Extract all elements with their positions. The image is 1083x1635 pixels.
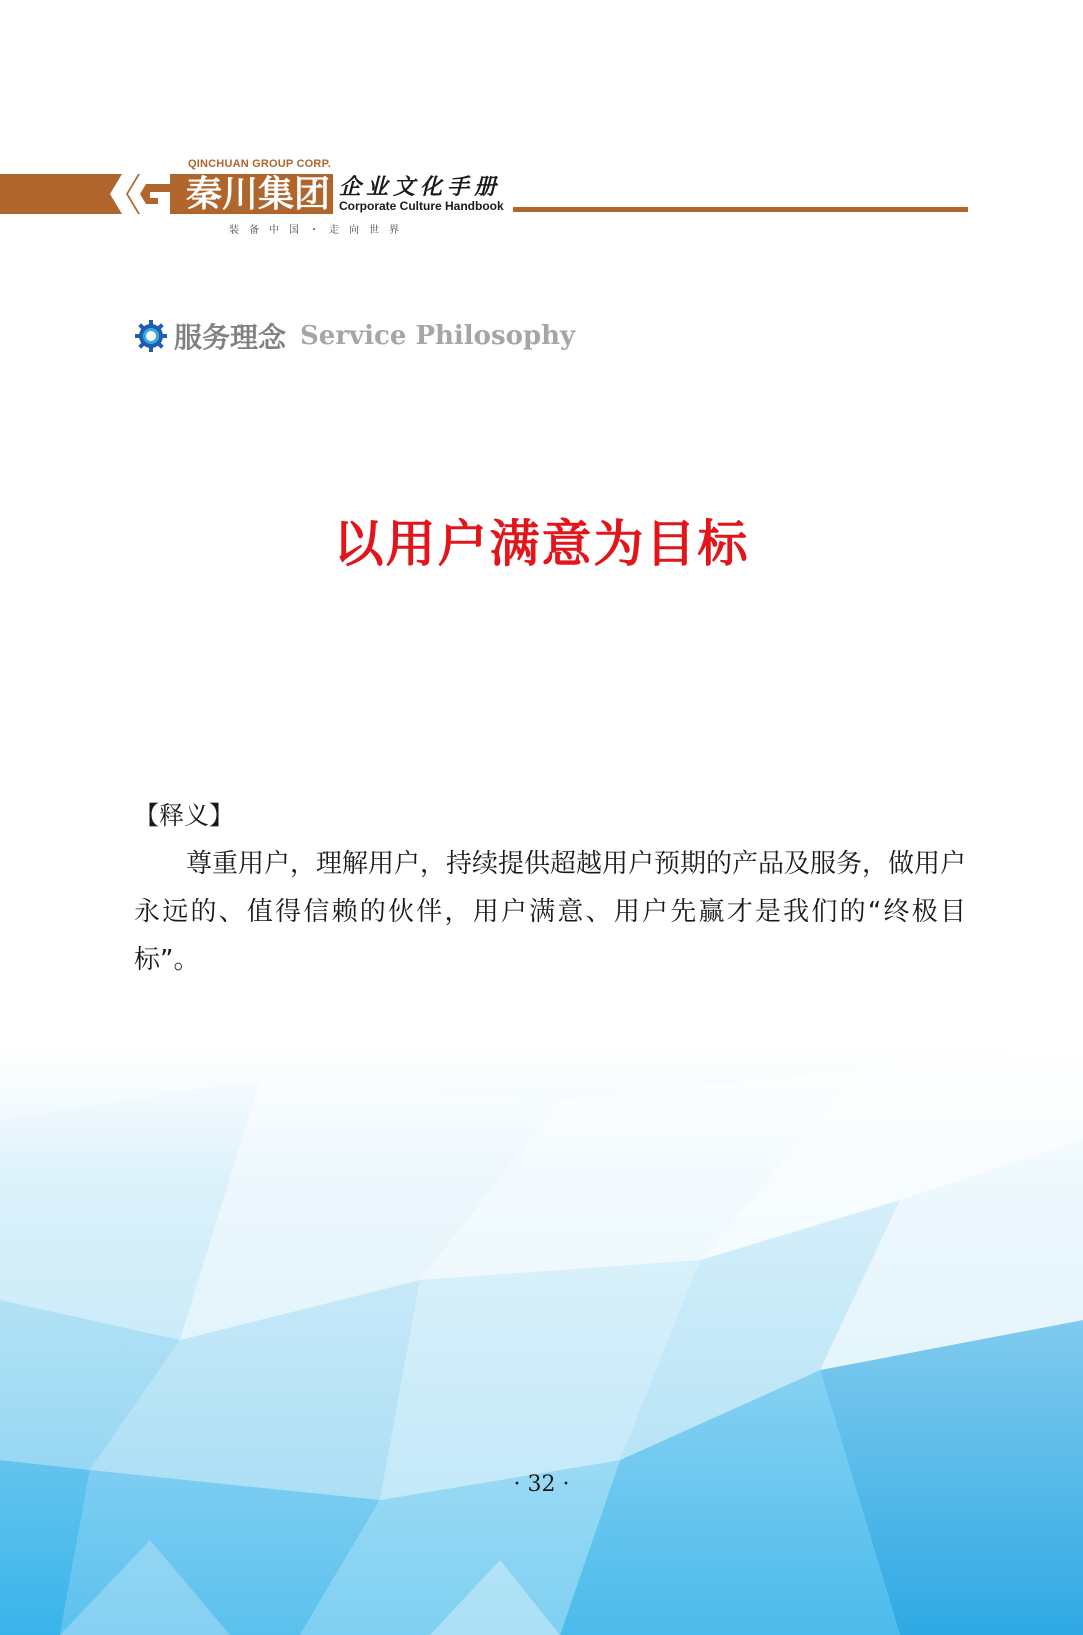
corp-name-cn: 秦川集团: [186, 173, 331, 215]
handbook-title-en: Corporate Culture Handbook: [339, 199, 504, 213]
section-title-cn: 服务理念: [174, 321, 287, 354]
page-title: 以用户满意为目标: [333, 515, 750, 573]
corp-name-en: QINCHUAN GROUP CORP.: [188, 158, 331, 170]
section-title-en: Service Philosophy: [300, 321, 576, 351]
explanation-label: 【释义】: [134, 801, 235, 830]
section-heading: [134, 316, 575, 356]
company-logo-icon: [108, 170, 174, 218]
header-rule: [513, 207, 968, 212]
gear-icon: [134, 319, 168, 353]
slogan: 装备中国・走向世界: [229, 225, 409, 236]
page-number: · 32 ·: [513, 1472, 570, 1497]
explanation-paragraph: 尊重用户，理解用户，持续提供超越用户预期的产品及服务，做用户永远的、值得信赖的伙伴，用户满意、用户先赢才是我们的“终极目标”。: [134, 849, 967, 975]
handbook-title-cn: 企业文化手册: [339, 174, 502, 200]
background-polygon-art: [0, 1040, 1083, 1635]
